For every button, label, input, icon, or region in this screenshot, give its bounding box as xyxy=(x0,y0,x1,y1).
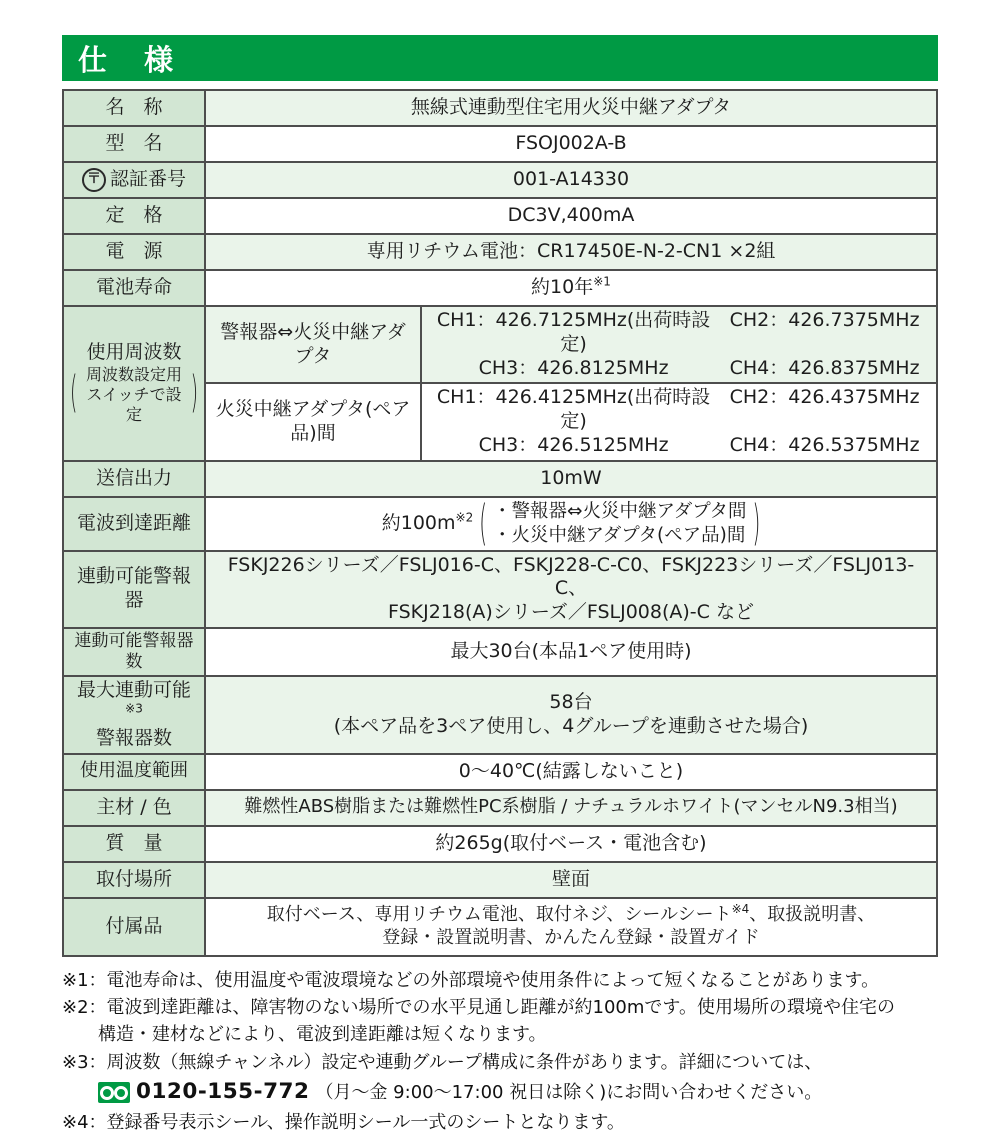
row-max-linked-label xyxy=(63,676,205,753)
row-model-label: 型 名 xyxy=(63,126,205,162)
frequency-values-2 xyxy=(421,383,937,460)
frequency-values-1 xyxy=(421,306,937,383)
ch2-value: CH2：426.4375MHz xyxy=(729,386,920,409)
ch3-value: CH3：426.5125MHz xyxy=(478,433,669,456)
section-header xyxy=(62,35,938,81)
row-model xyxy=(63,126,937,162)
row-name-value: 無線式連動型住宅用火災中継アダプタ xyxy=(205,90,937,126)
row-temp-range xyxy=(63,754,937,790)
accessories-line1-pre: 取付ベース、専用リチウム電池、取付ネジ、シールシート xyxy=(266,904,732,926)
row-mount-label: 取付場所 xyxy=(63,862,205,898)
footnote-ref-4: ※4 xyxy=(731,902,750,917)
battery-life-text: 約10年 xyxy=(531,276,594,299)
row-accessories xyxy=(63,898,937,956)
row-power-label: 電 源 xyxy=(63,234,205,270)
row-cert-label xyxy=(63,162,205,198)
frequency-label-line1: 使用周波数 xyxy=(86,341,182,364)
row-rating-label: 定 格 xyxy=(63,198,205,234)
footnote-2-line2: 構造・建材などにより、電波到達距離は短くなります。 xyxy=(98,1024,547,1046)
row-battery-life xyxy=(63,270,937,306)
row-compatible xyxy=(63,551,937,628)
row-tx-power-label: 送信出力 xyxy=(63,461,205,497)
row-cert xyxy=(63,162,937,198)
row-name xyxy=(63,90,937,126)
max-linked-line2: (本ペア品を3ペア使用し、4グループを連動させた場合) xyxy=(333,714,809,737)
row-linked-count xyxy=(63,628,937,677)
row-material-label: 主材 / 色 xyxy=(63,790,205,826)
footnote-2-line1: ※2：電波到達距離は、障害物のない場所での水平見通し距離が約100mです。使用場所の環境や住宅の xyxy=(62,996,895,1018)
ch3-value: CH3：426.8125MHz xyxy=(478,356,669,379)
phone-number: 0120-155-772 xyxy=(136,1079,310,1105)
row-accessories-label: 付属品 xyxy=(63,898,205,956)
row-max-linked-value xyxy=(205,676,937,753)
row-range xyxy=(63,497,937,551)
open-paren: ( xyxy=(479,496,488,551)
footnote-1: ※1：電池寿命は、使用温度や電波環境などの外部環境や使用条件によって短くなることがあります。 xyxy=(62,969,880,991)
section-title: 仕 様 xyxy=(78,42,178,77)
row-cert-label-text: 認証番号 xyxy=(109,168,186,191)
range-main xyxy=(382,512,473,536)
row-temp-range-value: 0～40℃(結露しないこと) xyxy=(205,754,937,790)
close-paren: ) xyxy=(752,496,761,551)
row-accessories-value xyxy=(205,898,937,956)
row-tx-power-value: 10mW xyxy=(205,461,937,497)
footnote-4: ※4：登録番号表示シール、操作説明シール一式のシートとなります。 xyxy=(62,1111,625,1133)
max-linked-line1: 58台 xyxy=(549,691,593,714)
row-frequency-1 xyxy=(63,306,937,383)
range-paren-line2: ・火災中継アダプタ(ペア品)間 xyxy=(493,524,746,546)
max-linked-label-line1: 最大連動可能 xyxy=(76,679,191,702)
accessories-line2: 登録・設置説明書、かんたん登録・設置ガイド xyxy=(382,926,760,948)
range-text: 約100m xyxy=(381,511,456,534)
footnote-ref-1: ※1 xyxy=(593,274,611,289)
ch1-value: CH1：426.4125MHz(出荷時設定) xyxy=(436,386,711,432)
footnote-ref-2: ※2 xyxy=(455,510,474,525)
row-weight xyxy=(63,826,937,862)
row-range-value xyxy=(205,497,937,551)
compatible-line1: FSKJ226シリーズ／FSLJ016-C、FSKJ228-C-C0、FSKJ223シリーズ／FSLJ013-C、 xyxy=(227,553,915,600)
range-paren-line1: ・警報器⇔火災中継アダプタ間 xyxy=(493,500,747,522)
frequency-label-paren-line1: 周波数設定用 xyxy=(85,365,182,385)
row-weight-label: 質 量 xyxy=(63,826,205,862)
row-compatible-label: 連動可能警報器 xyxy=(63,551,205,628)
row-temp-range-label: 使用温度範囲 xyxy=(63,754,205,790)
frequency-sublabel-1: 警報器⇔火災中継アダプタ xyxy=(205,306,421,383)
giteki-mark-icon: 〒 xyxy=(82,168,106,192)
row-cert-value: 001-A14330 xyxy=(205,162,937,198)
compatible-line2: FSKJ218(A)シリーズ／FSLJ008(A)-C など xyxy=(388,601,754,624)
ch4-value: CH4：426.5375MHz xyxy=(729,433,920,456)
row-battery-life-value xyxy=(205,270,937,306)
freedial-icon xyxy=(98,1082,130,1103)
footnote-3-line1: ※3：周波数（無線チャンネル）設定や連動グループ構成に条件があります。詳細については、 xyxy=(62,1051,823,1073)
row-linked-count-value: 最大30台(本品1ペア使用時) xyxy=(205,628,937,677)
close-paren: ) xyxy=(190,367,198,419)
accessories-line1-post: 、取扱説明書、 xyxy=(749,904,876,926)
row-weight-value: 約265g(取付ベース・電池含む) xyxy=(205,826,937,862)
row-power-value: 専用リチウム電池：CR17450E-N-2-CN1 ×2組 xyxy=(205,234,937,270)
row-rating-value: DC3V,400mA xyxy=(205,198,937,234)
ch1-value: CH1：426.7125MHz(出荷時設定) xyxy=(436,309,711,355)
row-power xyxy=(63,234,937,270)
spec-table xyxy=(62,89,938,957)
row-compatible-value xyxy=(205,551,937,628)
open-paren: ( xyxy=(70,367,78,419)
ch4-value: CH4：426.8375MHz xyxy=(729,356,920,379)
frequency-sublabel-2: 火災中継アダプタ(ペア品)間 xyxy=(205,383,421,460)
ch2-value: CH2：426.7375MHz xyxy=(729,309,920,331)
frequency-label-paren-line2: スイッチで設定 xyxy=(86,385,182,425)
row-material xyxy=(63,790,937,826)
footnote-ref-3: ※3 xyxy=(125,701,143,716)
row-material-value: 難燃性ABS樹脂または難燃性PC系樹脂 / ナチュラルホワイト(マンセルN9.3相当) xyxy=(205,790,937,826)
row-frequency-label xyxy=(63,306,205,461)
row-battery-life-label: 電池寿命 xyxy=(63,270,205,306)
row-tx-power xyxy=(63,461,937,497)
max-linked-label-line2: 警報器数 xyxy=(95,726,172,749)
row-model-value: FSOJ002A-B xyxy=(205,126,937,162)
footnotes xyxy=(62,967,938,1136)
row-name-label: 名 称 xyxy=(63,90,205,126)
spec-sheet xyxy=(62,35,938,1136)
row-max-linked xyxy=(63,676,937,753)
footnote-3-line2 xyxy=(62,1076,938,1109)
row-linked-count-label: 連動可能警報器数 xyxy=(63,628,205,677)
row-range-label: 電波到達距離 xyxy=(63,497,205,551)
row-rating xyxy=(63,198,937,234)
phone-hours: （月～金 9:00～17:00 祝日は除く)にお問い合わせください。 xyxy=(315,1081,823,1103)
row-mount xyxy=(63,862,937,898)
row-mount-value: 壁面 xyxy=(205,862,937,898)
